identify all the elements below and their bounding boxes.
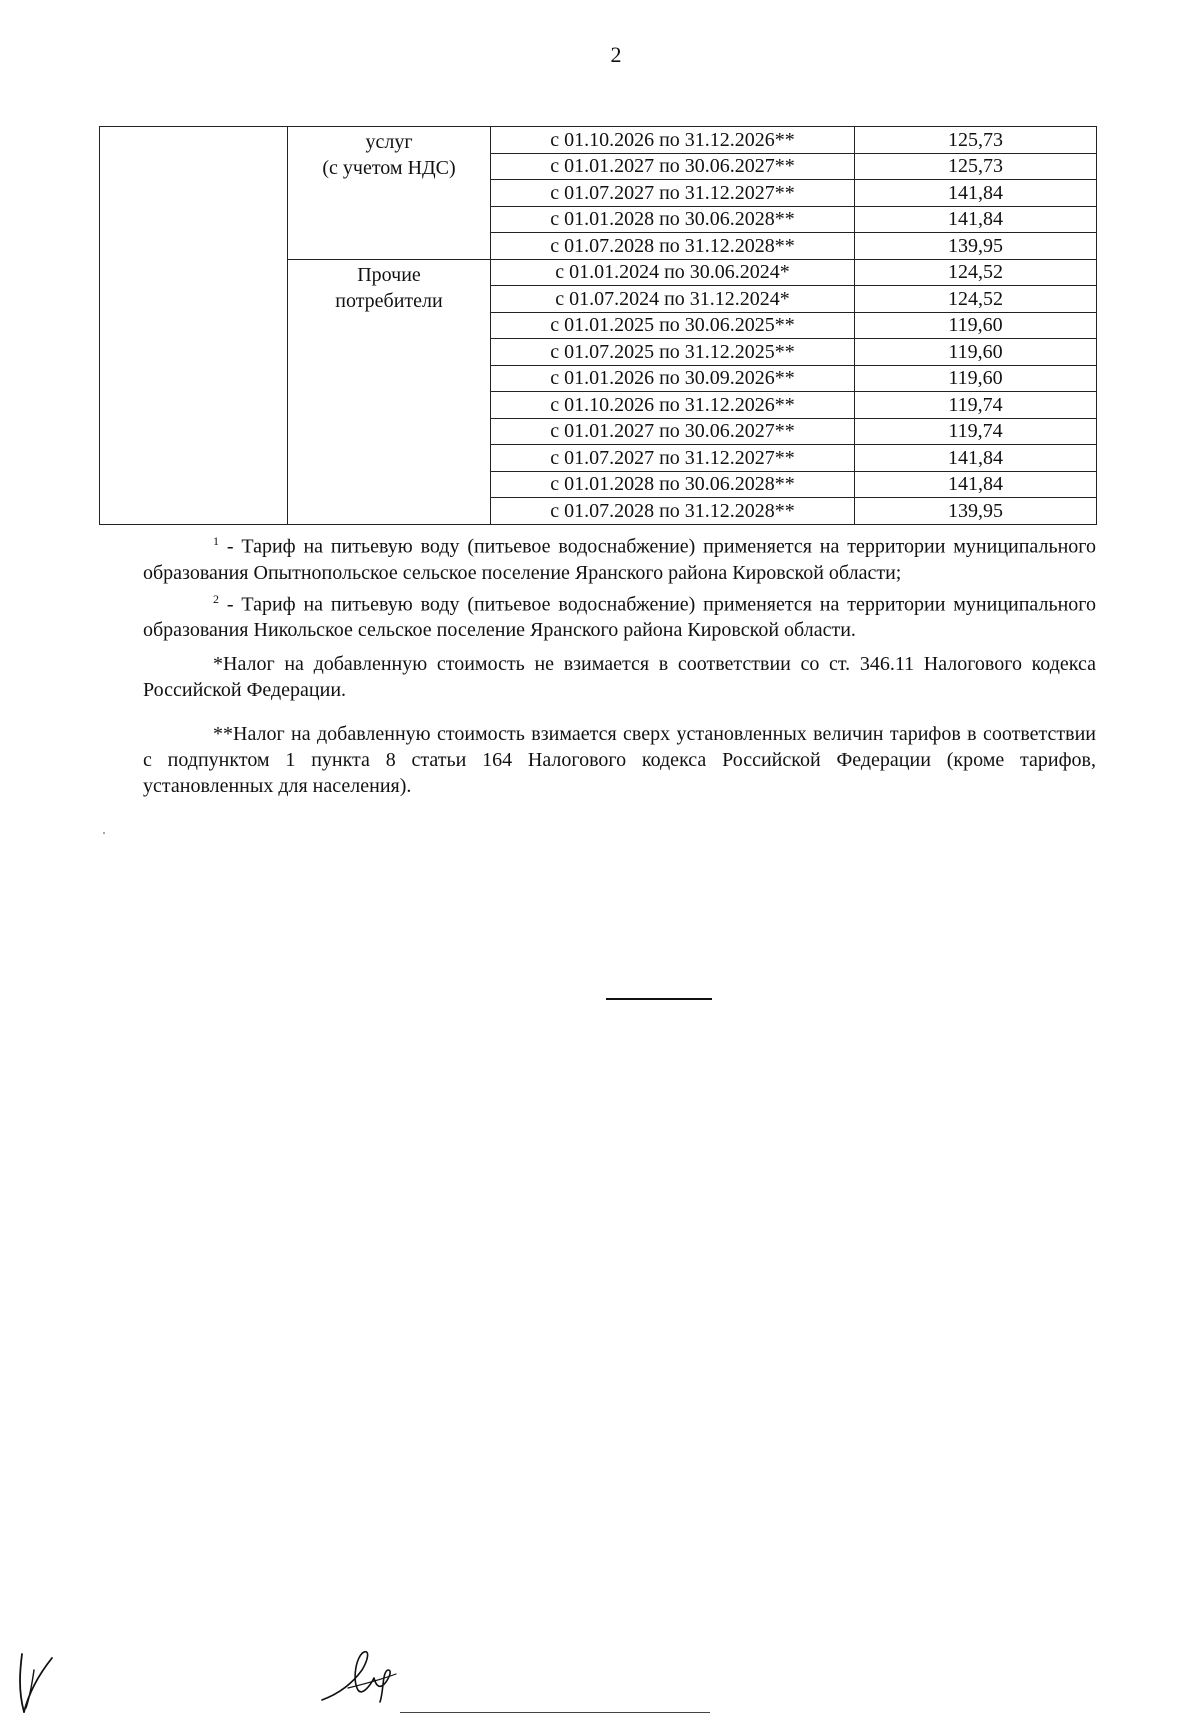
group-label-line: Прочие	[357, 263, 421, 286]
handwritten-initials-icon	[14, 1650, 58, 1716]
group-label-line: (с учетом НДС)	[322, 157, 456, 179]
period-cell: с 01.07.2027 по 31.12.2027**	[491, 180, 855, 207]
period-cell: с 01.07.2028 по 31.12.2028**	[491, 498, 855, 525]
tariff-value-cell: 141,84	[855, 180, 1097, 207]
period-cell: с 01.01.2028 по 30.06.2028**	[491, 206, 855, 233]
period-cell: с 01.07.2028 по 31.12.2028**	[491, 233, 855, 260]
period-cell: с 01.10.2026 по 31.12.2026**	[491, 392, 855, 419]
period-cell: с 01.01.2027 по 30.06.2027**	[491, 153, 855, 180]
period-cell: с 01.07.2024 по 31.12.2024*	[491, 286, 855, 313]
tariff-value-cell: 139,95	[855, 233, 1097, 260]
footnote-1	[143, 528, 1096, 586]
period-cell: с 01.01.2028 по 30.06.2028**	[491, 471, 855, 498]
tariff-value-cell: 124,52	[855, 286, 1097, 313]
tariff-value-cell: 119,60	[855, 339, 1097, 366]
period-cell: с 01.07.2027 по 31.12.2027**	[491, 445, 855, 472]
tariff-value-cell: 124,52	[855, 259, 1097, 286]
group-label-services	[288, 127, 491, 260]
bottom-rule	[400, 1712, 710, 1713]
footnote-2	[143, 586, 1096, 644]
tariff-value-cell: 119,74	[855, 392, 1097, 419]
tariff-value-cell: 119,60	[855, 312, 1097, 339]
period-cell: с 01.10.2026 по 31.12.2026**	[491, 127, 855, 154]
period-cell: с 01.01.2024 по 30.06.2024*	[491, 259, 855, 286]
page-number: 2	[610, 42, 622, 67]
tariff-table-body	[100, 127, 1097, 525]
group-label-other-consumers	[288, 259, 491, 524]
end-of-document-rule	[606, 998, 712, 1000]
tariff-value-cell: 139,95	[855, 498, 1097, 525]
footnote-marker: 1	[213, 534, 219, 548]
vat-exempt-note: *Налог на добавленную стоимость не взимается в соответствии со ст. 346.11 Налогового кодекса Российской Федерации.	[143, 653, 1096, 702]
group-label-line: услуг	[365, 131, 413, 153]
vat-extra-note: **Налог на добавленную стоимость взимается сверх установленных величин тарифов в соответствии с подпунктом 1 пункта 8 статьи 164 Налогового кодекса Российской Федерации (кроме тарифов, установленных для населения).	[143, 723, 1096, 798]
footnote-marker: 2	[213, 591, 219, 606]
tariff-value-cell: 119,74	[855, 418, 1097, 445]
tariff-value-cell: 125,73	[855, 127, 1097, 154]
period-cell: с 01.01.2026 по 30.09.2026**	[491, 365, 855, 392]
period-cell: с 01.01.2027 по 30.06.2027**	[491, 418, 855, 445]
tariff-table	[99, 126, 1097, 525]
blank-category-cell	[100, 127, 288, 525]
tariff-value-cell: 141,84	[855, 206, 1097, 233]
tariff-value-cell: 119,60	[855, 365, 1097, 392]
footnote-text: - Тариф на питьевую воду (питьевое водоснабжение) применяется на территории муниципального образования Опытнопольское сельское поселение Яранского района Кировской области;	[143, 535, 1096, 584]
scan-speck	[103, 832, 105, 834]
tariff-value-cell: 141,84	[855, 471, 1097, 498]
tariff-value-cell: 125,73	[855, 153, 1097, 180]
tariff-value-cell: 141,84	[855, 445, 1097, 472]
group-label-line: потребители	[335, 289, 443, 312]
handwritten-signature-icon	[318, 1640, 418, 1710]
footnote-text: - Тариф на питьевую воду (питьевое водоснабжение) применяется на территории муниципального образования Никольское сельское поселение Яранского района Кировской области.	[143, 593, 1096, 642]
period-cell: с 01.07.2025 по 31.12.2025**	[491, 339, 855, 366]
footnotes	[143, 528, 1096, 799]
table-row	[100, 127, 1097, 154]
period-cell: с 01.01.2025 по 30.06.2025**	[491, 312, 855, 339]
